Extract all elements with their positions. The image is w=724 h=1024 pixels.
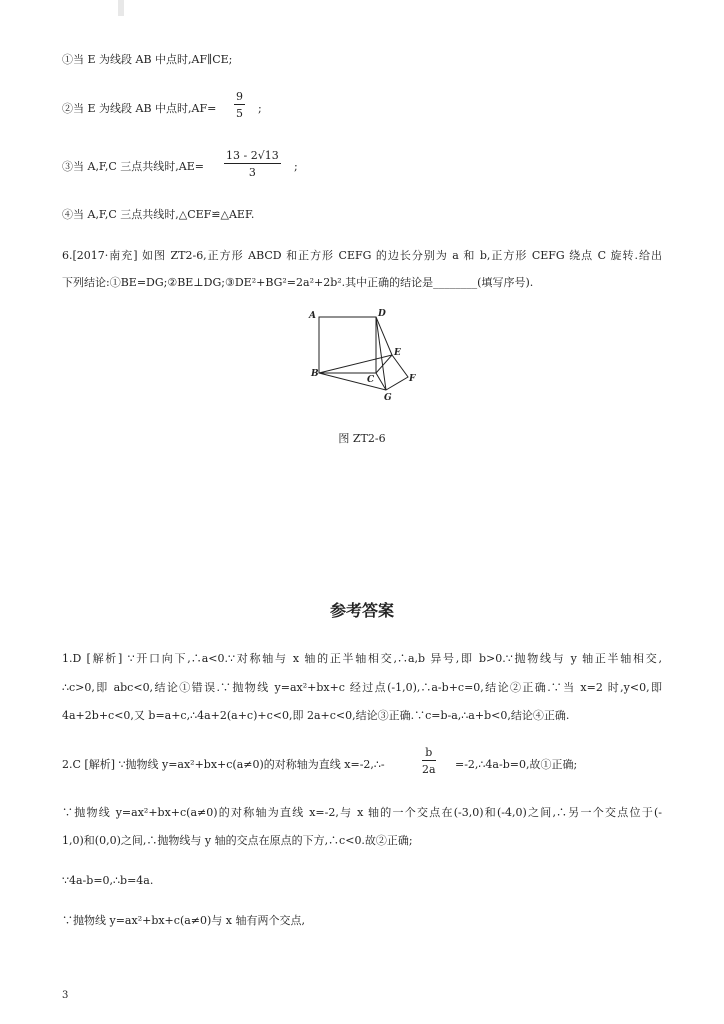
segment-be xyxy=(319,355,392,373)
answer-1-line-1: 1.D [解析] ∵开口向下,∴a<0.∵对称轴与 x 轴的正半轴相交,∴a,b 异号,即 b>0.∵抛物线与 y 轴正半轴相交, xyxy=(62,652,662,665)
page-number: 3 xyxy=(62,990,69,1001)
option-3-denominator: 3 xyxy=(248,166,256,179)
question-6-line-2: 下列结论:①BE=DG;②BE⊥DG;③DE²+BG²=2a²+2b².其中正确的结论是________(填写序号). xyxy=(62,276,534,289)
segment-bg xyxy=(319,373,386,390)
option-2-prefix: ②当 E 为线段 AB 中点时,AF= xyxy=(62,102,217,115)
answer-2-line-2: ∵抛物线 y=ax²+bx+c(a≠0)的对称轴为直线 x=-2,与 x 轴的一个交点在(-3,0)和(-4,0)之间,∴另一个交点位于(- xyxy=(62,806,662,819)
option-2-suffix: ; xyxy=(258,102,262,115)
label-e: E xyxy=(394,348,401,358)
option-2-denominator: 5 xyxy=(236,107,243,120)
label-a: A xyxy=(309,311,316,321)
answers-title: 参考答案 xyxy=(329,601,394,620)
answer-2-line-3: 1,0)和(0,0)之间,∴抛物线与 y 轴的交点在原点的下方,∴c<0.故②正确; xyxy=(62,834,413,847)
answer-1-line-2: ∴c>0,即 abc<0,结论①错误.∵抛物线 y=ax²+bx+c 经过点(-1,0),∴a-b+c=0,结论②正确.∵当 x=2 时,y<0,即 xyxy=(62,681,662,694)
square-abcd xyxy=(319,317,376,373)
figure-zt2-6 xyxy=(300,305,430,415)
answer-2-line-4: ∵4a-b=0,∴b=4a. xyxy=(62,874,154,887)
figure-caption: 图 ZT2-6 xyxy=(338,432,386,445)
option-3-suffix: ; xyxy=(294,160,298,173)
answer-2-numerator: b xyxy=(422,746,436,761)
top-edge-mark xyxy=(118,0,124,16)
answer-2-suffix: =-2,∴4a-b=0,故①正确; xyxy=(455,758,578,771)
option-3-fraction xyxy=(224,149,281,179)
option-2-numerator: 9 xyxy=(236,90,243,103)
label-c: C xyxy=(367,375,375,385)
option-3-numerator: 13 - 2√13 xyxy=(226,149,279,162)
label-g: G xyxy=(384,393,392,403)
label-d: D xyxy=(378,309,386,319)
square-cefg xyxy=(376,355,408,390)
option-3-prefix: ③当 A,F,C 三点共线时,AE= xyxy=(62,160,204,173)
label-b: B xyxy=(311,369,319,379)
answer-1-line-3: 4a+2b+c<0,又 b=a+c,∴4a+2(a+c)+c<0,即 2a+c<0,结论③正确.∵c=b-a,∴a+b<0,结论④正确. xyxy=(62,709,570,722)
option-2-fraction xyxy=(234,90,245,120)
answer-2-prefix: 2.C [解析] ∵抛物线 y=ax²+bx+c(a≠0)的对称轴为直线 x=-2,∴- xyxy=(62,758,385,771)
option-4: ④当 A,F,C 三点共线时,△CEF≌△AEF. xyxy=(62,208,255,221)
answer-2-fraction xyxy=(422,746,436,776)
label-f: F xyxy=(409,374,416,384)
option-1: ①当 E 为线段 AB 中点时,AF∥CE; xyxy=(62,53,233,66)
answer-2-denominator: 2a xyxy=(422,763,436,776)
answer-2-line-5: ∵抛物线 y=ax²+bx+c(a≠0)与 x 轴有两个交点, xyxy=(62,914,305,927)
question-6-line-1: 6.[2017·南充] 如图 ZT2-6,正方形 ABCD 和正方形 CEFG 的边长分别为 a 和 b,正方形 CEFG 绕点 C 旋转.给出 xyxy=(62,249,662,262)
